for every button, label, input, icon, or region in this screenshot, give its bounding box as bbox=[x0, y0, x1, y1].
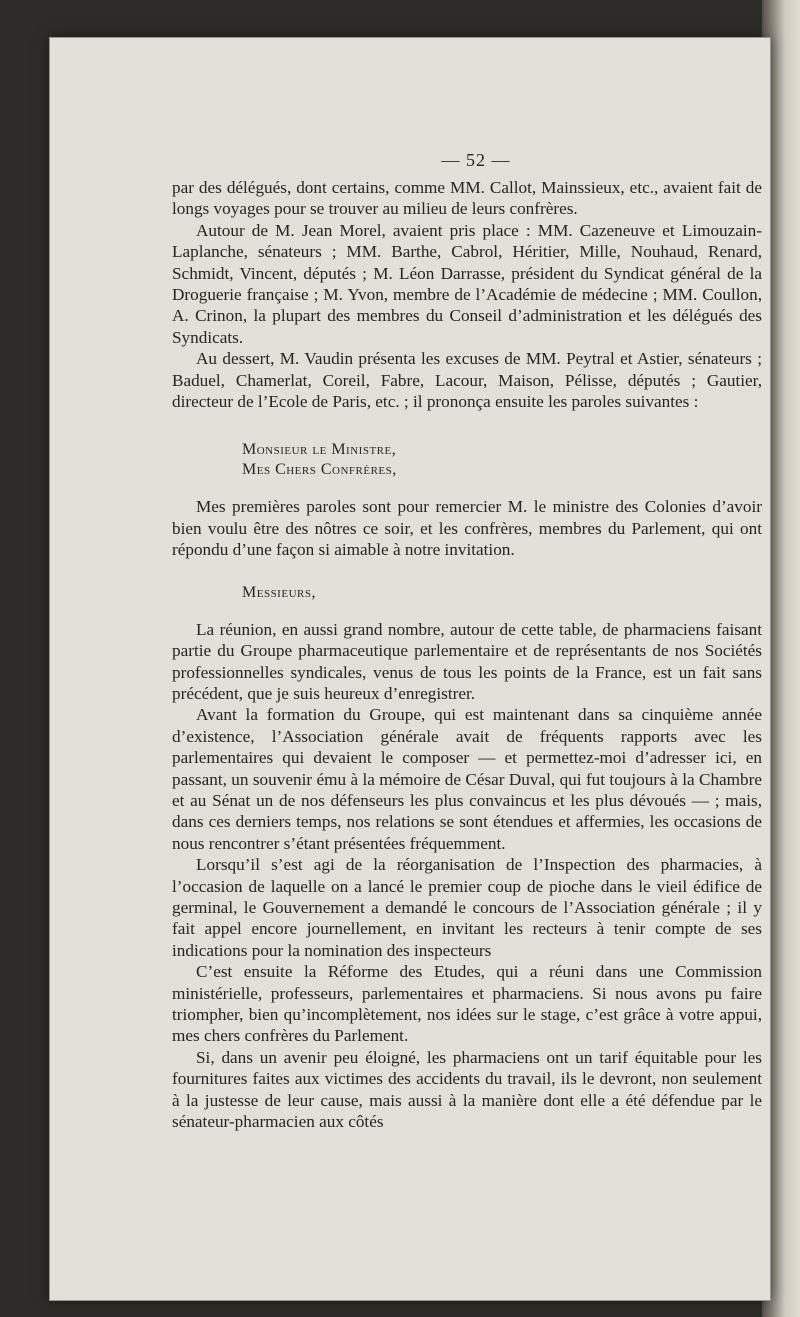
page-content bbox=[172, 150, 762, 1132]
paragraph-7: Lorsqu’il s’est agi de la réorganisation de l’Inspection des pharmacies, à l’occasion de laquelle on a lancé le premier coup de pioche dans le vieil édifice de germinal, le Gouvernement a demandé le concours de l’Association générale ; il y fait appel encore journellement, en invitant les recteurs à tenir compte de ses indications pour la nomination des inspecteurs bbox=[172, 855, 762, 960]
salutation-confreres: Mes Chers Confrères, bbox=[242, 461, 397, 479]
paragraph-5: La réunion, en aussi grand nombre, autour de cette table, de pharmaciens faisant partie du Groupe pharmaceutique parlementaire et de représentants de nos Sociétés professionnelles syndicales, venus de tous les points de la France, est un fait sans précédent, que je suis heureux d’enregistrer. bbox=[172, 619, 762, 703]
paragraph-2: Autour de M. Jean Morel, avaient pris place : MM. Cazeneuve et Limouzain-Laplanche, sénateurs ; MM. Barthe, Cabrol, Héritier, Mille, Nouhaud, Renard, Schmidt, Vincent, députés ; M. Léon Darrasse, président du Syndicat général de la Droguerie française ; M. Yvon, membre de l’Académie de médecine ; MM. Coullon, A. Crinon, la plupart des membres du Conseil d’administration et les délégués des Syndicats. bbox=[172, 220, 762, 347]
document-page bbox=[50, 38, 770, 1300]
paragraph-6: Avant la formation du Groupe, qui est maintenant dans sa cinquième année d’existence, l’Association générale avait de fréquents rapports avec les parlementaires qui devaient le composer — et permettez-moi d’adresser ici, en passant, un souvenir ému à la mémoire de César Duval, qui fut toujours à la Chambre et au Sénat un de nos défenseurs les plus convaincus et les plus dévoués — ; mais, dans ces derniers temps, nos relations se sont étendues et affermies, les occasions de nous rencontrer s’étant présentées fréquemment. bbox=[172, 705, 762, 853]
paragraph-1: par des délégués, dont certains, comme MM. Callot, Mainssieux, etc., avaient fait de longs voyages pour se trouver au milieu de leurs confrères. bbox=[172, 178, 762, 219]
salutation-messieurs: Messieurs, bbox=[242, 583, 316, 601]
paragraph-3: Au dessert, M. Vaudin présenta les excuses de MM. Peytral et Astier, sénateurs ; Baduel, Chamerlat, Coreil, Fabre, Lacour, Maison, Pélisse, députés ; Gautier, directeur de l’Ecole de Paris, etc. ; il prononça ensuite les paroles suivantes : bbox=[172, 349, 762, 412]
paragraph-4: Mes premières paroles sont pour remercier M. le ministre des Colonies d’avoir bien voulu être des nôtres ce soir, et les confrères, membres du Parlement, qui ont répondu d’une façon si aimable à notre invitation. bbox=[172, 497, 762, 560]
paragraph-8: C’est ensuite la Réforme des Etudes, qui a réuni dans une Commission ministérielle, professeurs, parlementaires et pharmaciens. Si nous avons pu faire triompher, bien qu’incomplètement, nos idées sur le stage, c’est grâce à votre appui, mes chers confrères du Parlement. bbox=[172, 962, 762, 1046]
page-number: — 52 — bbox=[441, 150, 511, 170]
paragraph-9: Si, dans un avenir peu éloigné, les pharmaciens ont un tarif équitable pour les fournitures faites aux victimes des accidents du travail, ils le devront, non seulement à la justesse de leur cause, mais aussi à la manière dont elle a été défendue par le sénateur-pharmacien aux côtés bbox=[172, 1047, 762, 1132]
salutation-minister: Monsieur le Ministre, bbox=[242, 441, 397, 459]
